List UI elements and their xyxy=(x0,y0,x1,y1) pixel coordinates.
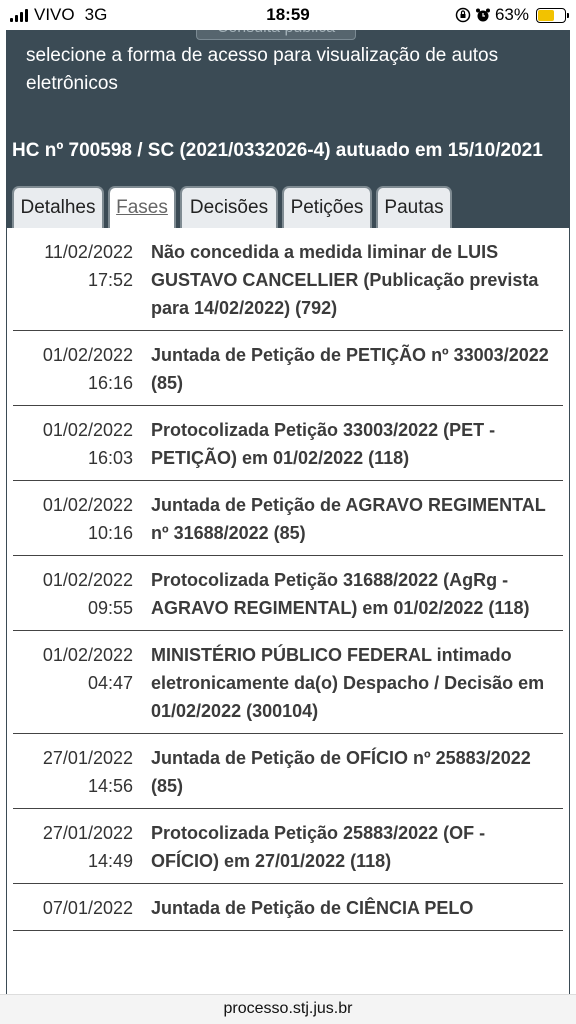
phase-description: Protocolizada Petição 31688/2022 (AgRg - AGRAVO REGIMENTAL) em 01/02/2022 (118) xyxy=(151,570,530,618)
access-header xyxy=(6,30,570,118)
status-bar xyxy=(0,0,576,30)
phase-time: 14:49 xyxy=(87,851,133,871)
phase-row xyxy=(13,734,563,809)
phase-date: 11/02/2022 xyxy=(44,242,133,262)
phase-description: Juntada de Petição de AGRAVO REGIMENTAL nº 31688/2022 (85) xyxy=(151,495,546,543)
phase-datetime xyxy=(13,238,151,322)
phase-datetime xyxy=(13,491,151,547)
tab-fases[interactable]: Fases xyxy=(108,186,176,228)
phase-date: 01/02/2022 xyxy=(42,570,133,590)
phase-date: 27/01/2022 xyxy=(42,823,133,843)
phase-date: 01/02/2022 xyxy=(42,645,133,665)
phase-row xyxy=(13,406,563,481)
phase-description: Juntada de Petição de CIÊNCIA PELO xyxy=(151,898,474,918)
network-type: 3G xyxy=(84,5,108,24)
lock-rotation-icon xyxy=(455,7,471,23)
phase-time: 17:52 xyxy=(87,270,133,290)
phase-row xyxy=(13,556,563,631)
phase-row xyxy=(13,809,563,884)
phase-date: 01/02/2022 xyxy=(42,420,133,440)
phase-row xyxy=(13,631,563,734)
status-time: 18:59 xyxy=(266,5,310,24)
phase-description: Juntada de Petição de OFÍCIO nº 25883/2022 (85) xyxy=(151,748,531,796)
access-instructions: selecione a forma de acesso para visualização de autos eletrônicos xyxy=(26,45,499,94)
phase-datetime xyxy=(13,819,151,875)
battery-icon xyxy=(536,8,566,23)
tab-bar xyxy=(12,186,452,228)
case-title: HC nº 700598 / SC (2021/0332026-4) autuado em 15/10/2021 xyxy=(12,140,543,161)
phase-datetime xyxy=(13,416,151,472)
phase-row xyxy=(13,331,563,406)
phase-time: 04:47 xyxy=(87,673,133,693)
tab-decisoes[interactable]: Decisões xyxy=(180,186,278,228)
phase-description: Juntada de Petição de PETIÇÃO nº 33003/2022 (85) xyxy=(151,345,549,393)
phase-description: Protocolizada Petição 33003/2022 (PET - PETIÇÃO) em 01/02/2022 (118) xyxy=(151,420,496,468)
phase-date: 01/02/2022 xyxy=(42,495,133,515)
carrier-name: VIVO xyxy=(34,5,75,24)
tab-peticoes[interactable]: Petições xyxy=(282,186,372,228)
tab-detalhes[interactable]: Detalhes xyxy=(12,186,104,228)
phase-date: 27/01/2022 xyxy=(42,748,133,768)
phase-time: 16:16 xyxy=(87,373,133,393)
case-header xyxy=(6,118,570,228)
phase-description: Protocolizada Petição 25883/2022 (OF - OFÍCIO) em 27/01/2022 (118) xyxy=(151,823,486,871)
phase-date: 07/01/2022 xyxy=(42,898,133,918)
phases-list xyxy=(6,228,570,998)
phase-datetime xyxy=(13,641,151,725)
phase-description: MINISTÉRIO PÚBLICO FEDERAL intimado eletronicamente da(o) Despacho / Decisão em 01/02/2022 (300104) xyxy=(151,645,545,721)
battery-percent: 63% xyxy=(494,5,529,24)
phase-date: 01/02/2022 xyxy=(42,345,133,365)
phase-time: 10:16 xyxy=(87,523,133,543)
phase-row xyxy=(13,228,563,331)
alarm-icon xyxy=(475,7,491,23)
phase-row xyxy=(13,481,563,556)
phase-datetime xyxy=(13,566,151,622)
url-bar[interactable]: processo.stj.jus.br xyxy=(0,994,576,1024)
phase-time: 14:56 xyxy=(87,776,133,796)
signal-icon xyxy=(10,8,28,22)
phase-time: 09:55 xyxy=(87,598,133,618)
phase-row xyxy=(13,884,563,931)
phase-description: Não concedida a medida liminar de LUIS GUSTAVO CANCELLIER (Publicação prevista para 14/02/2022) (792) xyxy=(151,242,539,318)
phase-time: 16:03 xyxy=(87,448,133,468)
phase-datetime xyxy=(13,341,151,397)
phase-datetime xyxy=(13,894,151,922)
phase-datetime xyxy=(13,744,151,800)
tab-pautas[interactable]: Pautas xyxy=(376,186,452,228)
